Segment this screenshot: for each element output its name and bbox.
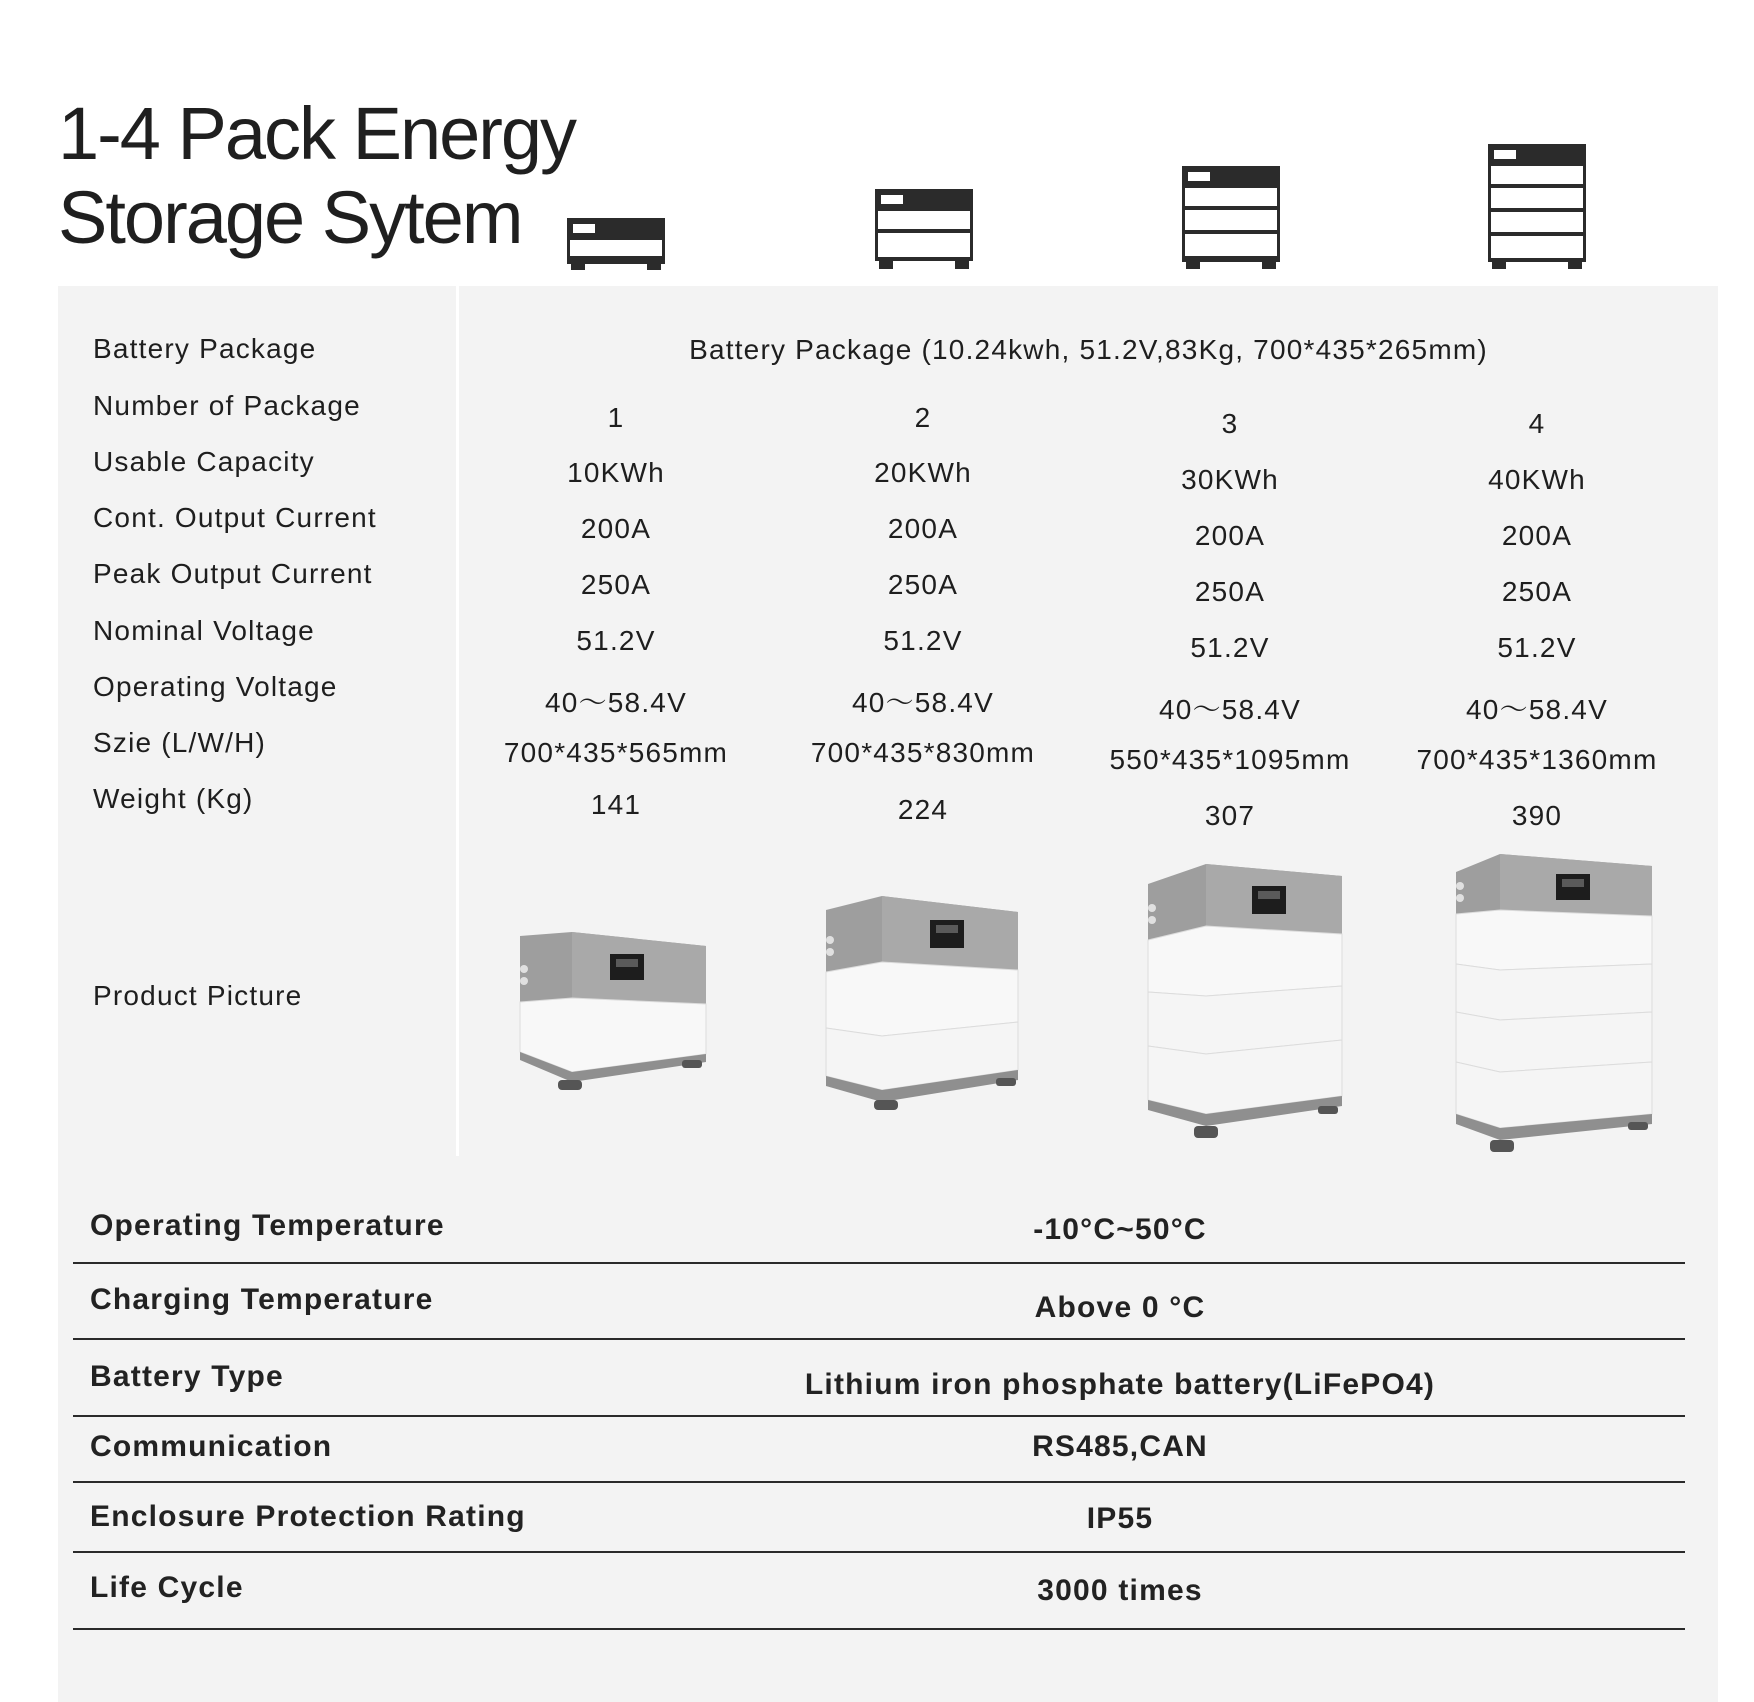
page-title	[58, 92, 575, 260]
cell-capacity: 30KWh	[1181, 464, 1279, 495]
battery-package-value: Battery Package (10.24kwh, 51.2V,83Kg, 700*435*265mm)	[689, 334, 1488, 365]
title-line-2: Storage Sytem	[58, 176, 522, 259]
spec-label-operating-temperature: Operating Temperature	[90, 1209, 445, 1242]
cell-cont-current: 200A	[1501, 520, 1573, 551]
spec-value-communication: RS485,CAN	[1032, 1430, 1208, 1463]
cell-number: 2	[914, 402, 932, 433]
spec-divider	[73, 1338, 1685, 1340]
cell-size: 700*435*565mm	[503, 737, 729, 768]
product-image-3-pack	[1146, 860, 1346, 1158]
cell-operating-voltage: 40～58.4V	[1466, 694, 1608, 725]
cell-nominal-voltage: 51.2V	[883, 625, 963, 656]
spec-divider	[73, 1628, 1685, 1630]
label-number-of-package: Number of Package	[93, 390, 361, 421]
label-size: Szie (L/W/H)	[93, 727, 267, 758]
column-divider	[456, 286, 459, 1156]
cell-weight: 390	[1511, 800, 1563, 831]
cell-weight: 224	[897, 794, 949, 825]
product-image-2-pack	[822, 890, 1022, 1120]
spec-divider	[73, 1415, 1685, 1417]
cell-nominal-voltage: 51.2V	[576, 625, 656, 656]
cell-peak-current: 250A	[1501, 576, 1573, 607]
spec-value-charging-temperature: Above 0 °C	[1034, 1291, 1206, 1324]
cell-size: 700*435*1360mm	[1416, 744, 1658, 775]
cell-cont-current: 200A	[580, 513, 652, 544]
spec-divider	[73, 1551, 1685, 1553]
label-weight: Weight (Kg)	[93, 783, 254, 814]
spec-label-battery-type: Battery Type	[90, 1360, 284, 1393]
label-nominal-voltage: Nominal Voltage	[93, 615, 315, 646]
cell-operating-voltage: 40～58.4V	[1159, 694, 1301, 725]
cell-weight: 141	[590, 789, 642, 820]
cell-nominal-voltage: 51.2V	[1190, 632, 1270, 663]
product-image-4-pack	[1452, 852, 1662, 1170]
cell-capacity: 40KWh	[1488, 464, 1586, 495]
label-cont-output-current: Cont. Output Current	[93, 502, 377, 533]
cell-peak-current: 250A	[580, 569, 652, 600]
spec-value-life-cycle: 3000 times	[1037, 1574, 1203, 1607]
stack-4-icon	[1486, 142, 1588, 269]
cell-peak-current: 250A	[887, 569, 959, 600]
spec-label-communication: Communication	[90, 1430, 333, 1463]
cell-operating-voltage: 40～58.4V	[852, 687, 994, 718]
cell-weight: 307	[1204, 800, 1256, 831]
cell-cont-current: 200A	[887, 513, 959, 544]
spec-value-battery-type: Lithium iron phosphate battery(LiFePO4)	[804, 1368, 1436, 1401]
label-usable-capacity: Usable Capacity	[93, 446, 315, 477]
stack-3-icon	[1180, 164, 1282, 269]
label-battery-package: Battery Package	[93, 333, 317, 364]
label-peak-output-current: Peak Output Current	[93, 558, 373, 589]
stack-1-icon	[565, 216, 667, 270]
cell-size: 700*435*830mm	[810, 737, 1036, 768]
cell-size: 550*435*1095mm	[1109, 744, 1351, 775]
label-operating-voltage: Operating Voltage	[93, 671, 338, 702]
stack-2-icon	[873, 187, 975, 269]
cell-cont-current: 200A	[1194, 520, 1266, 551]
cell-peak-current: 250A	[1194, 576, 1266, 607]
cell-number: 3	[1221, 408, 1239, 439]
cell-number: 1	[607, 402, 625, 433]
title-line-1: 1-4 Pack Energy	[58, 92, 576, 175]
product-image-1-pack	[512, 924, 712, 1094]
cell-number: 4	[1528, 408, 1546, 439]
spec-value-enclosure-protection: IP55	[1086, 1502, 1154, 1535]
spec-divider	[73, 1481, 1685, 1483]
spec-label-enclosure-protection: Enclosure Protection Rating	[90, 1500, 526, 1533]
spec-label-life-cycle: Life Cycle	[90, 1571, 244, 1604]
cell-capacity: 20KWh	[874, 457, 972, 488]
label-product-picture: Product Picture	[93, 980, 303, 1011]
spec-value-operating-temperature: -10°C~50°C	[1033, 1213, 1207, 1246]
cell-capacity: 10KWh	[567, 457, 665, 488]
cell-nominal-voltage: 51.2V	[1497, 632, 1577, 663]
spec-divider	[73, 1262, 1685, 1264]
cell-operating-voltage: 40～58.4V	[545, 687, 687, 718]
spec-label-charging-temperature: Charging Temperature	[90, 1283, 434, 1316]
